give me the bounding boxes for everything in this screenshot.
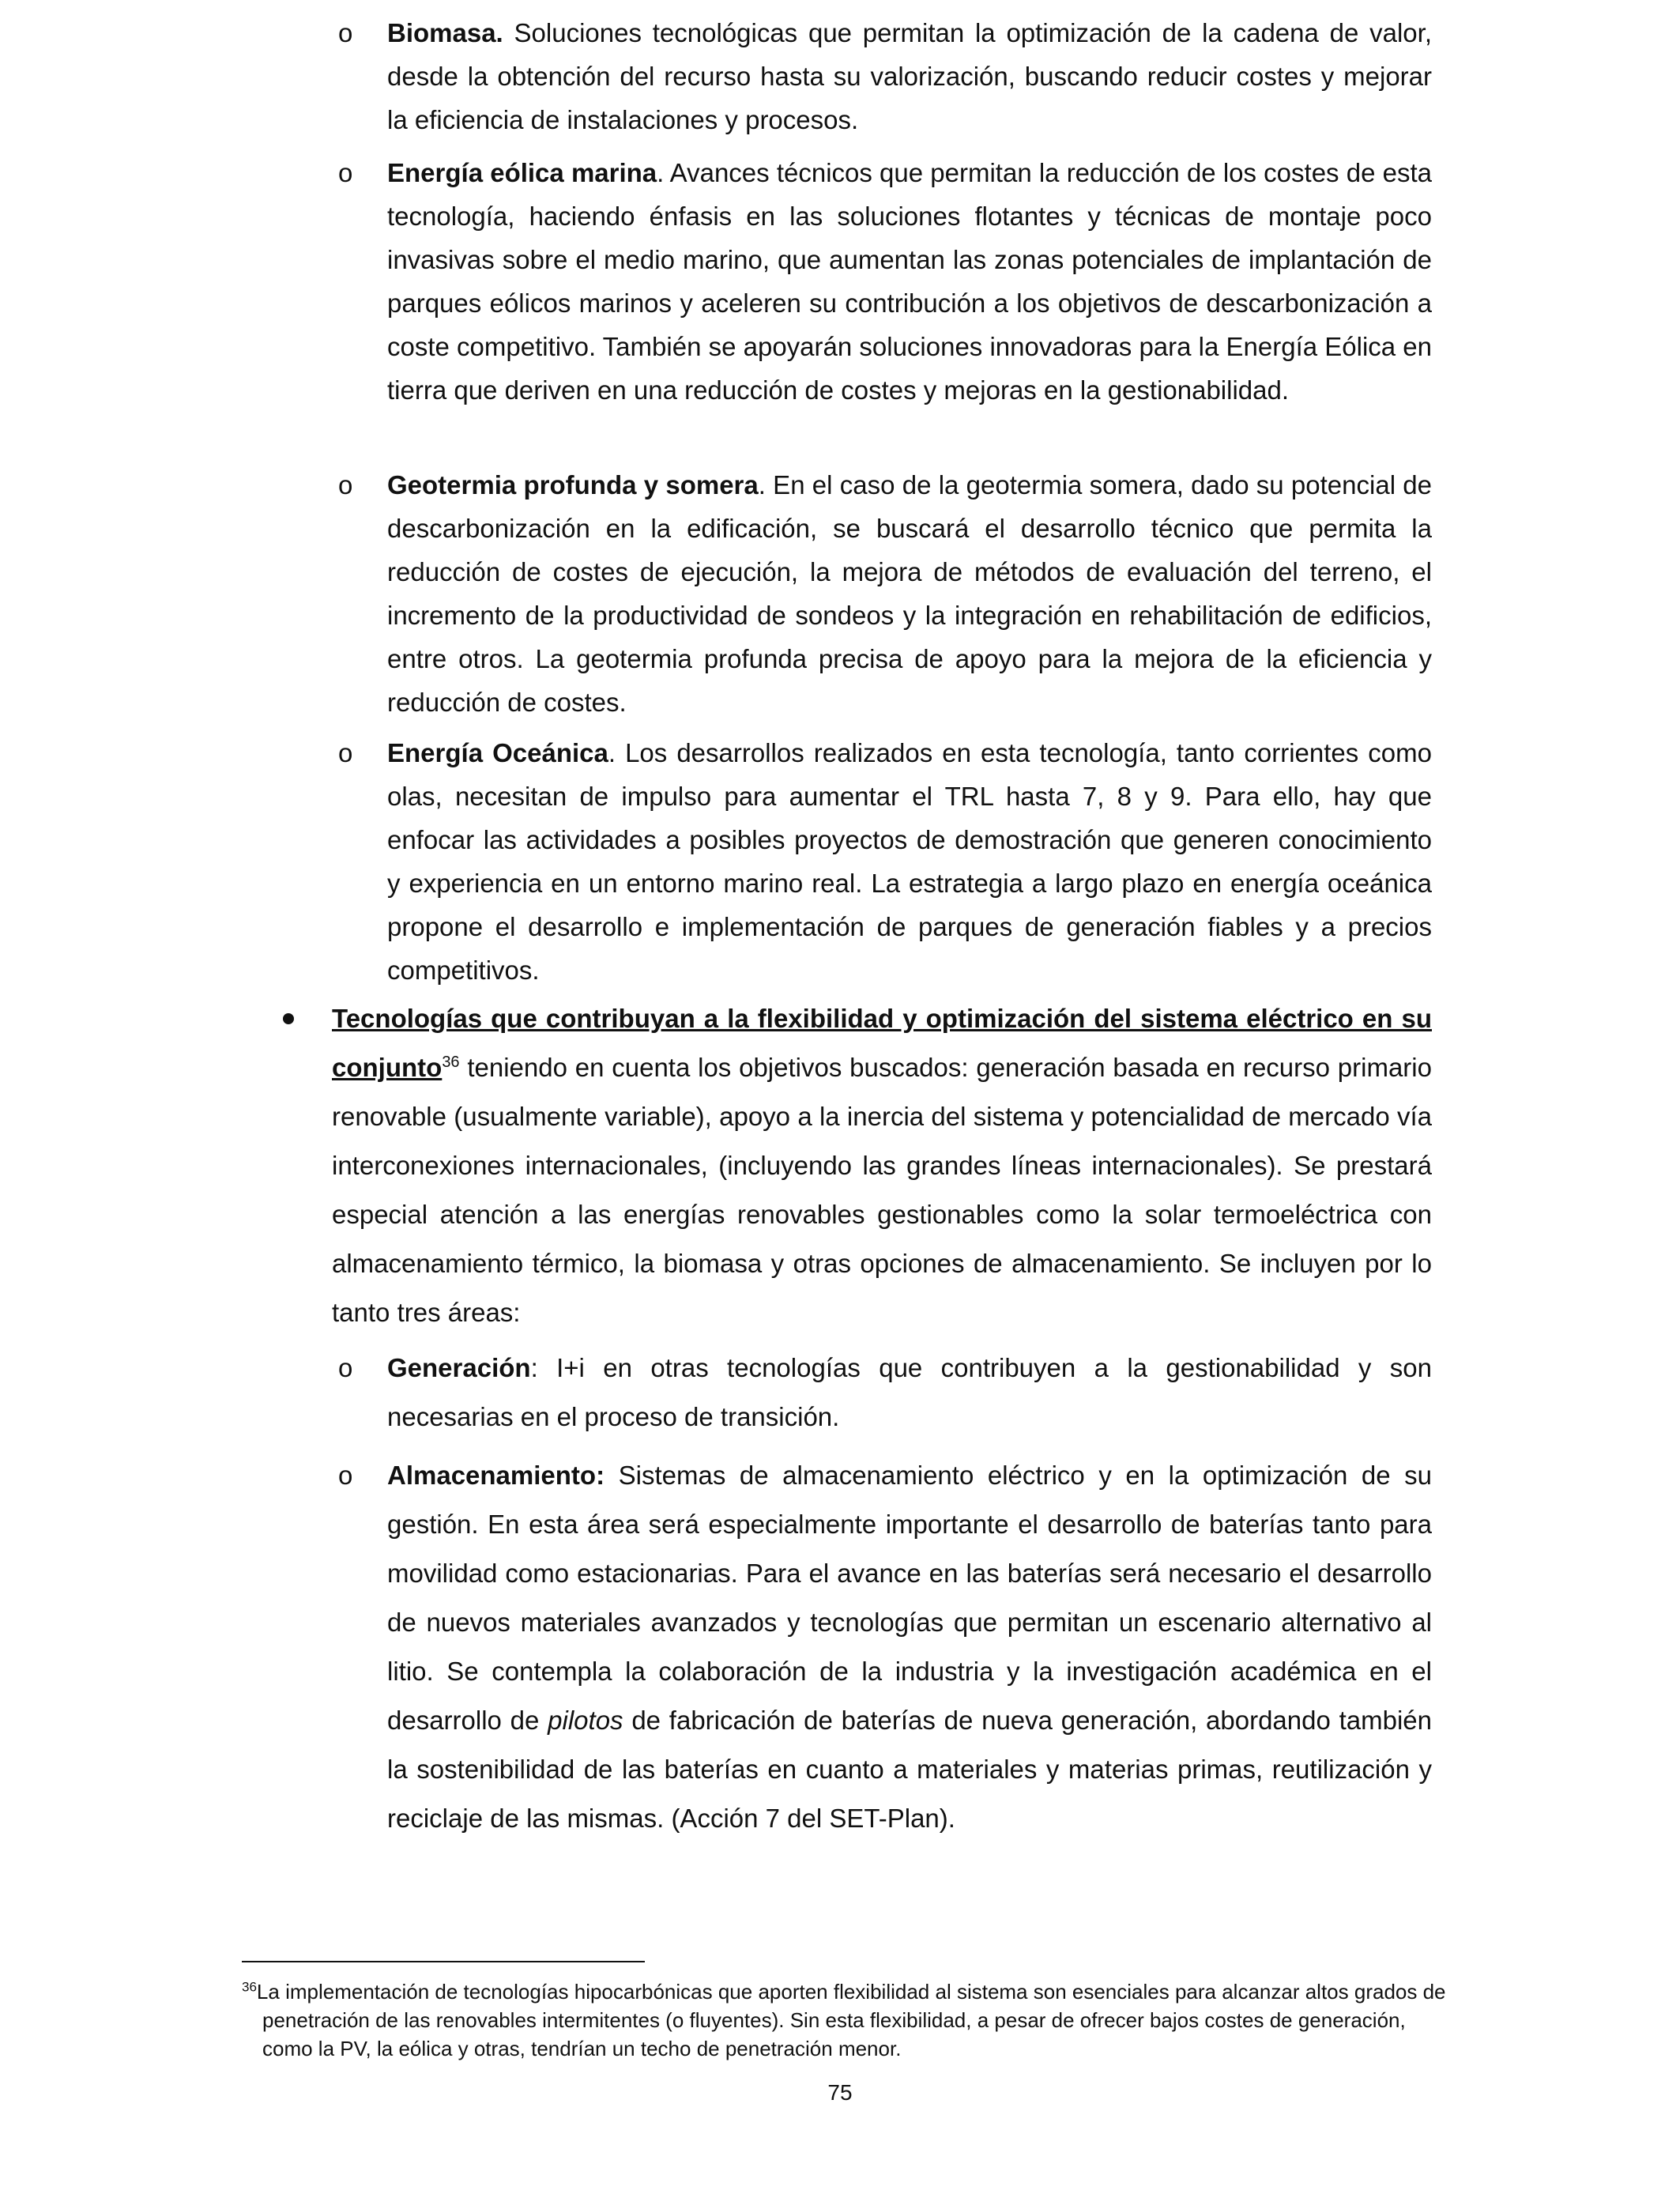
item-italic-text: pilotos — [548, 1706, 623, 1735]
item-title: Energía Oceánica — [387, 738, 608, 767]
item-text: . Avances técnicos que permitan la reducción de los costes de esta tecnología, haciendo énfasis en las soluciones flotantes y técnicas de montaje poco invasivas sobre el medio marino, que aumentan las zonas potenciales de implantación de parques eólicos marinos y aceleren su contribución a los objetivos de descarbonización a coste competitivo. También se apoyarán soluciones innovadoras para la Energía Eólica en tierra que deriven en una reducción de costes y mejoras en la gestionabilidad. — [387, 158, 1433, 405]
item-text: Sistemas de almacenamiento eléctrico y en la optimización de su gestión. En esta área será especialmente importante el desarrollo de baterías tanto para movilidad como estacionarias. Para el avance en las baterías será necesario el desarrollo de nuevos materiales avanzados y tecnologías que permitan un escenario alternativo al litio. Se contempla la colaboración de la industria y la investigación académica en el desarrollo de — [387, 1461, 1432, 1735]
footnote-number: 36 — [242, 1979, 257, 1995]
list-item-almacenamiento — [338, 1451, 1433, 1843]
footnote-text: La implementación de tecnologías hipocarbónicas que aporten flexibilidad al sistema son esenciales para alcanzar altos grados de penetración de las renovables intermitentes (o fluyentes). Sin esta flexibilidad, a pesar de ofrecer bajos costes de generación, como la PV, la eólica y otras, tendrían un techo de penetración menor. — [256, 1980, 1446, 2060]
item-text: teniendo en cuenta los objetivos buscados: generación basada en recurso primario renovable (usualmente variable), apoyo a la inercia del sistema y potencialidad de mercado vía interconexiones internacionales, (incluyendo las grandes líneas internacionales). Se prestará especial atención a las energías renovables gestionables como la solar termoeléctrica con almacenamiento térmico, la biomasa y otras opciones de almacenamiento. Se incluyen por lo tanto tres áreas: — [332, 1053, 1432, 1327]
item-text: : I+i en otras tecnologías que contribuyen a la gestionabilidad y son necesarias en el proceso de transición. — [387, 1353, 1432, 1431]
footnote-reference[interactable]: 36 — [442, 1054, 460, 1071]
circle-bullet-icon: o — [338, 738, 353, 767]
list-item-geotermia — [338, 463, 1432, 724]
filled-bullet-icon — [283, 1013, 294, 1024]
item-text: . En el caso de la geotermia somera, dado su potencial de descarbonización en la edificación, se buscará el desarrollo técnico que permita la reducción de costes de ejecución, la mejora de métodos de evaluación del terreno, el incremento de la productividad de sondeos y la integración en rehabilitación de edificios, entre otros. La geotermia profunda precisa de apoyo para la mejora de la eficiencia y reducción de costes. — [387, 470, 1432, 717]
circle-bullet-icon: o — [338, 1461, 353, 1490]
item-title: Almacenamiento: — [387, 1461, 605, 1490]
item-text: Soluciones tecnológicas que permitan la optimización de la cadena de valor, desde la obtención del recurso hasta su valorización, buscando reducir costes y mejorar la eficiencia de instalaciones y procesos. — [387, 18, 1432, 134]
footnote — [242, 1977, 1452, 2063]
circle-bullet-icon: o — [338, 1353, 353, 1382]
footnote-separator — [242, 1961, 645, 1962]
circle-bullet-icon: o — [338, 18, 353, 47]
page-number: 75 — [827, 2080, 853, 2105]
list-item-eolica-marina — [338, 151, 1433, 412]
item-title: Generación — [387, 1353, 531, 1382]
list-item-generacion — [338, 1344, 1432, 1442]
circle-bullet-icon: o — [338, 470, 353, 499]
item-text-continued: de fabricación de baterías de nueva generación, abordando también la sostenibilidad de las baterías en cuanto a materiales y materias primas, reutilización y reciclaje de las mismas. (Acción 7 del SET-Plan). — [387, 1706, 1433, 1833]
item-title: Biomasa. — [387, 18, 503, 47]
item-text: . Los desarrollos realizados en esta tecnología, tanto corrientes como olas, necesitan de impulso para aumentar el TRL hasta 7, 8 y 9. Para ello, hay que enfocar las actividades a posibles proyectos de demostración que generen conocimiento y experiencia en un entorno marino real. La estrategia a largo plazo en energía oceánica propone el desarrollo e implementación de parques de generación fiables y a precios competitivos. — [387, 738, 1432, 985]
circle-bullet-icon: o — [338, 158, 353, 187]
list-item-biomasa — [338, 11, 1432, 141]
list-item-energia-oceanica — [338, 731, 1432, 992]
list-item-flexibilidad — [332, 994, 1432, 1337]
item-heading: Tecnologías que contribuyan a la flexibilidad y optimización del sistema eléctrico en su conjunto — [332, 1004, 1432, 1082]
item-title: Energía eólica marina — [387, 158, 657, 187]
item-title: Geotermia profunda y somera — [387, 470, 759, 499]
